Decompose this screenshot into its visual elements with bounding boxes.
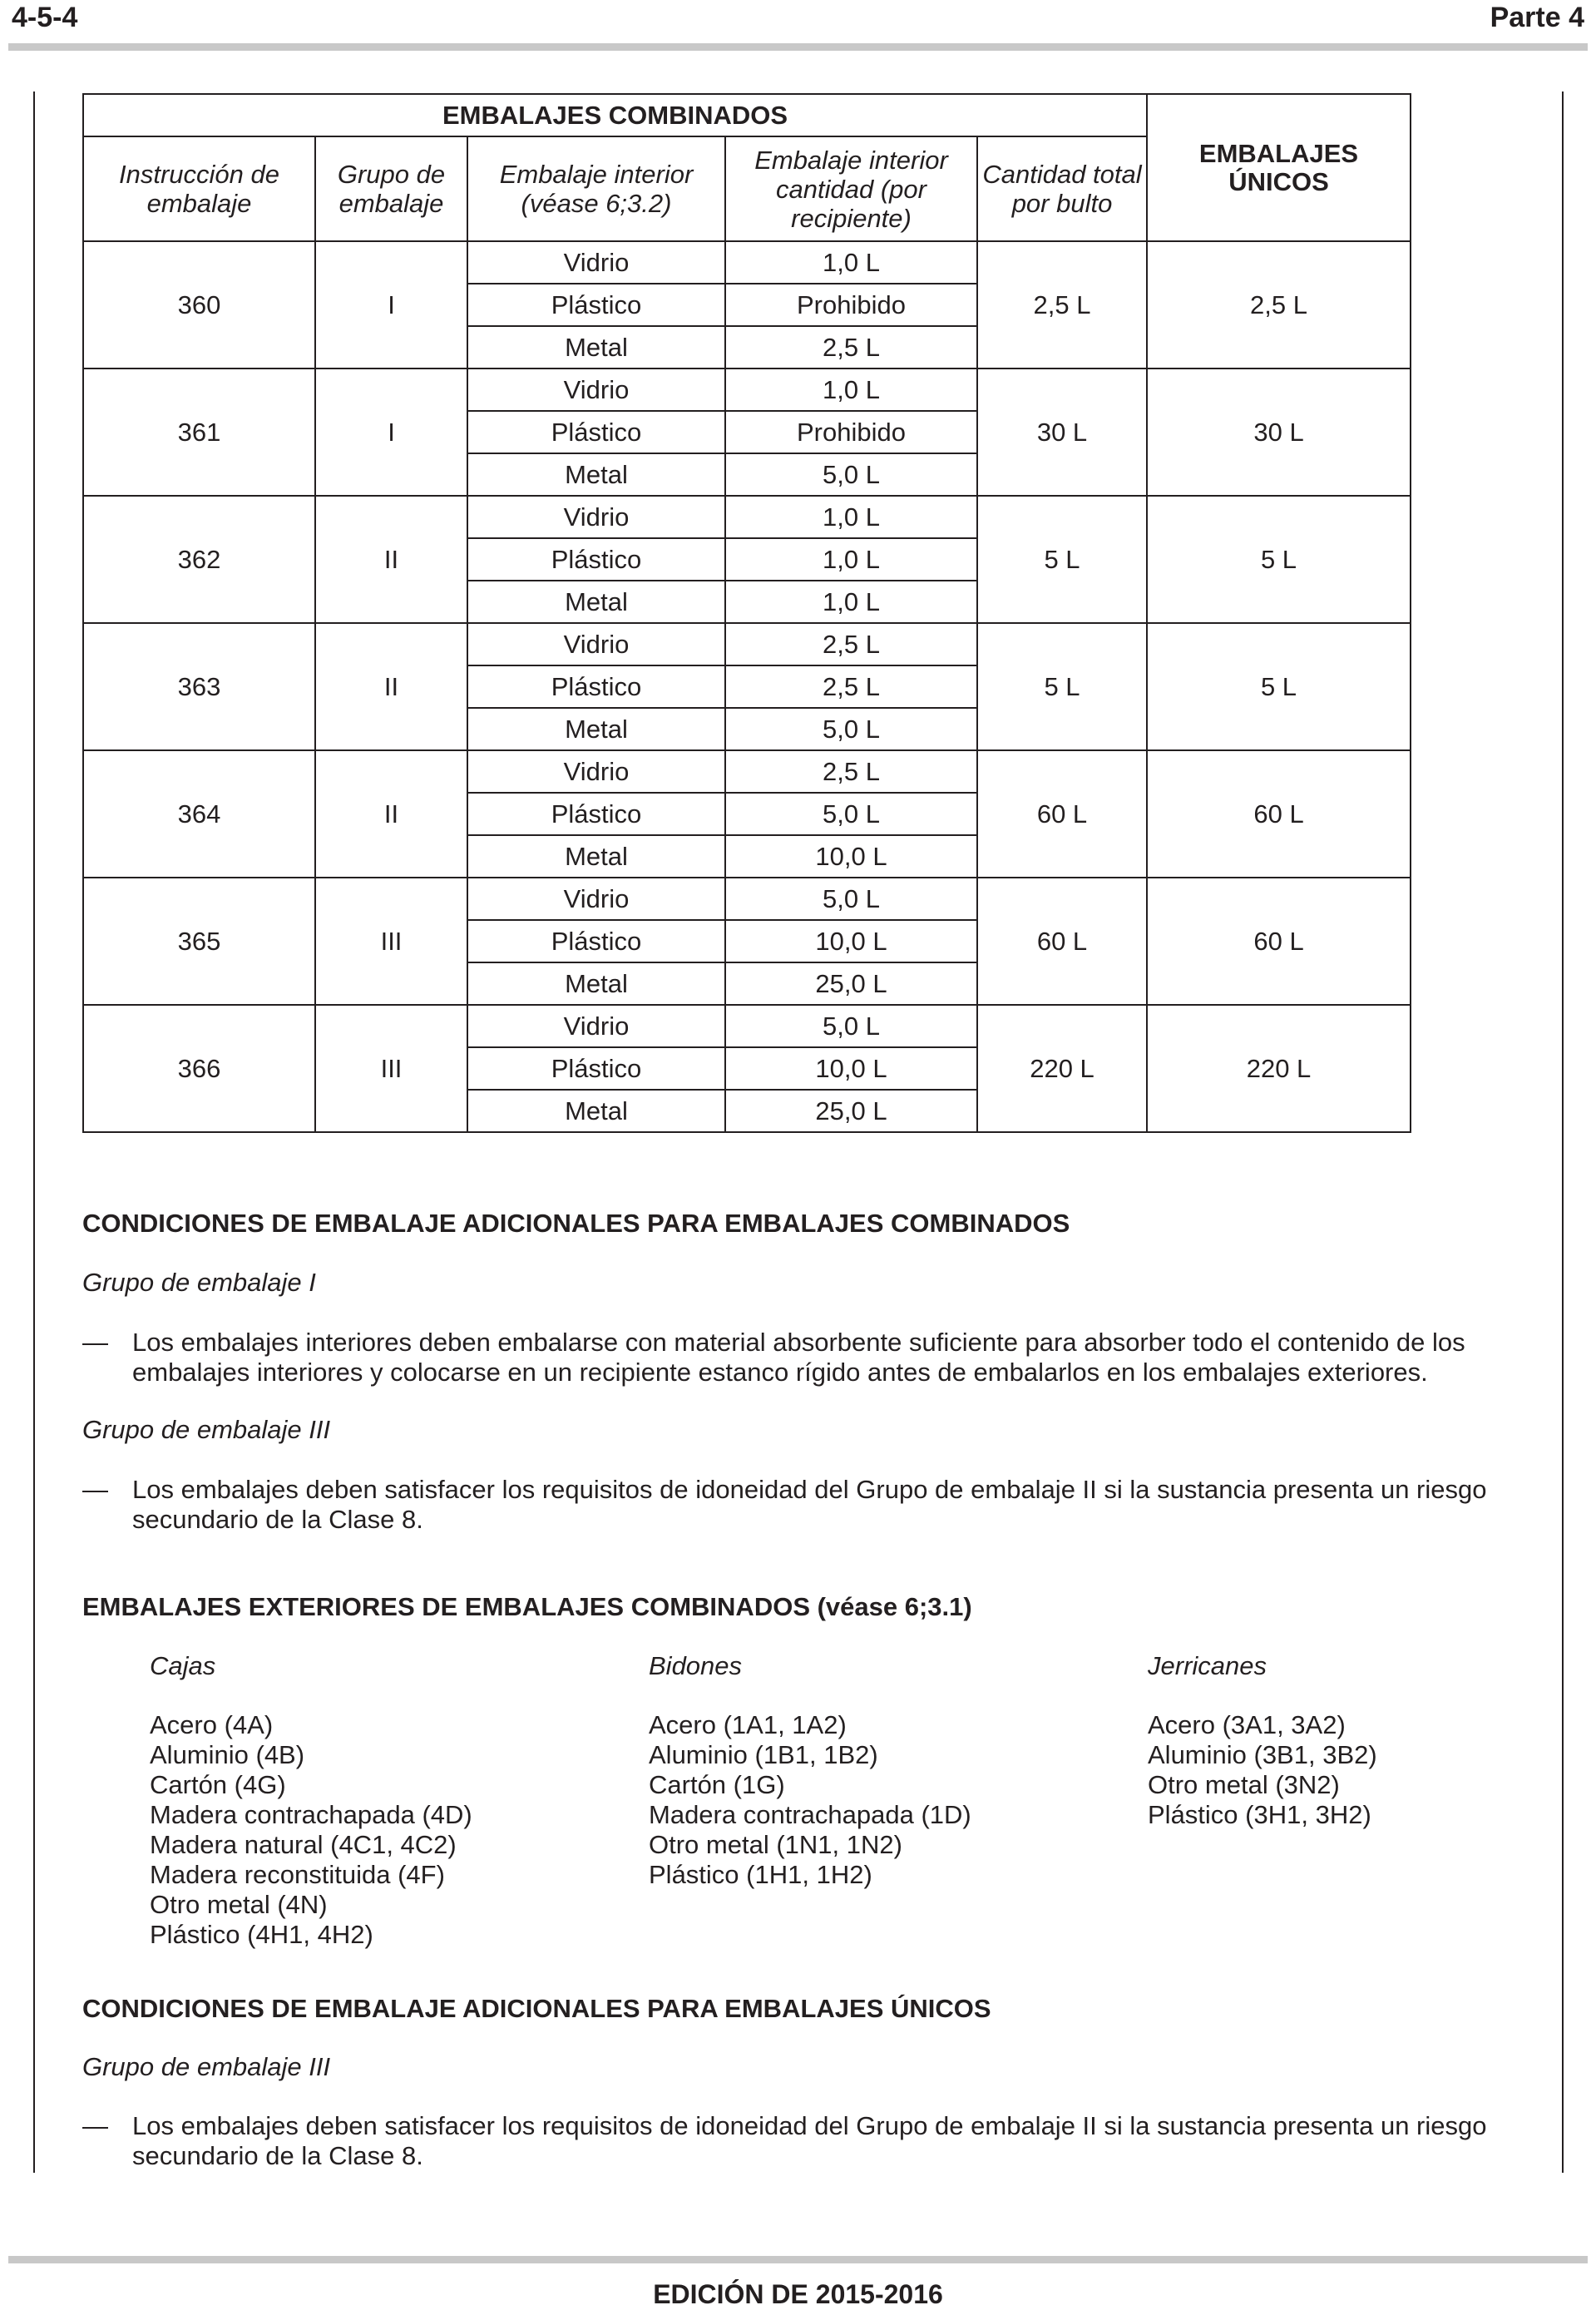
inner-material-cell: Plástico xyxy=(467,793,725,835)
inner-material-cell: Metal xyxy=(467,835,725,878)
outer-column-caption: Jerricanes xyxy=(1148,1651,1267,1680)
inner-quantity-cell: 1,0 L xyxy=(725,581,977,623)
total-quantity-cell: 2,5 L xyxy=(977,241,1147,369)
list-item: Plástico (1H1, 1H2) xyxy=(649,1860,872,1889)
inner-quantity-cell: Prohibido xyxy=(725,411,977,453)
single-conditions-title: CONDICIONES DE EMBALAJE ADICIONALES PARA EMBALAJES ÚNICOS xyxy=(82,1994,991,2023)
inner-quantity-cell: 10,0 L xyxy=(725,1047,977,1090)
inner-quantity-cell: 5,0 L xyxy=(725,453,977,496)
part-label: Parte 4 xyxy=(1490,2,1584,33)
total-quantity-cell: 60 L xyxy=(977,878,1147,1005)
inner-quantity-cell: 1,0 L xyxy=(725,496,977,538)
col-header-group: Grupo de embalaje xyxy=(315,136,467,241)
inner-material-cell: Plástico xyxy=(467,665,725,708)
inner-material-cell: Metal xyxy=(467,1090,725,1132)
total-quantity-cell: 220 L xyxy=(977,1005,1147,1132)
list-item: Cartón (4G) xyxy=(150,1770,286,1799)
inner-quantity-cell: 5,0 L xyxy=(725,708,977,750)
inner-material-cell: Plástico xyxy=(467,1047,725,1090)
instruction-cell: 366 xyxy=(83,1005,315,1132)
inner-material-cell: Vidrio xyxy=(467,241,725,284)
combined-group1-label: Grupo de embalaje I xyxy=(82,1268,316,1297)
total-quantity-cell: 60 L xyxy=(977,750,1147,878)
outer-column-caption: Cajas xyxy=(150,1651,216,1680)
list-item: Madera reconstituida (4F) xyxy=(150,1860,445,1889)
header-rule xyxy=(8,43,1588,51)
inner-quantity-cell: Prohibido xyxy=(725,284,977,326)
outer-packaging-title: EMBALAJES EXTERIORES DE EMBALAJES COMBINADOS (véase 6;3.1) xyxy=(82,1592,972,1621)
list-item: Acero (4A) xyxy=(150,1710,274,1739)
single-packaging-cell: 60 L xyxy=(1147,878,1411,1005)
inner-material-cell: Metal xyxy=(467,581,725,623)
instruction-cell: 361 xyxy=(83,369,315,496)
instruction-cell: 362 xyxy=(83,496,315,623)
dash-marker: — xyxy=(82,1475,108,1504)
inner-quantity-cell: 2,5 L xyxy=(725,326,977,369)
inner-quantity-cell: 2,5 L xyxy=(725,623,977,665)
inner-quantity-cell: 5,0 L xyxy=(725,793,977,835)
single-packaging-cell: 2,5 L xyxy=(1147,241,1411,369)
list-item: Aluminio (4B) xyxy=(150,1740,305,1769)
outer-column-boxes xyxy=(150,1651,472,1950)
list-item: Acero (1A1, 1A2) xyxy=(649,1710,847,1739)
outer-column-jerricans xyxy=(1148,1651,1377,1830)
instruction-cell: 364 xyxy=(83,750,315,878)
inner-material-cell: Vidrio xyxy=(467,750,725,793)
list-item: Otro metal (1N1, 1N2) xyxy=(649,1830,902,1859)
inner-material-cell: Metal xyxy=(467,708,725,750)
inner-quantity-cell: 25,0 L xyxy=(725,1090,977,1132)
inner-material-cell: Metal xyxy=(467,326,725,369)
outer-column-caption: Bidones xyxy=(649,1651,743,1680)
packing-group-cell: III xyxy=(315,878,467,1005)
list-item: Otro metal (4N) xyxy=(150,1890,328,1919)
inner-material-cell: Vidrio xyxy=(467,1005,725,1047)
col-header-instruction: Instrucción de embalaje xyxy=(83,136,315,241)
instruction-cell: 365 xyxy=(83,878,315,1005)
single-group3-text: Los embalajes deben satisfacer los requisitos de idoneidad del Grupo de embalaje II si la sustancia presenta un riesgo secundario de la Clase 8. xyxy=(132,2111,1487,2170)
list-item: Otro metal (3N2) xyxy=(1148,1770,1340,1799)
col-header-inner: Embalaje interior (véase 6;3.2) xyxy=(467,136,725,241)
list-item: Madera contrachapada (4D) xyxy=(150,1800,472,1829)
inner-quantity-cell: 25,0 L xyxy=(725,962,977,1005)
col-header-total: Cantidad total por bulto xyxy=(977,136,1147,241)
dash-marker: — xyxy=(82,2111,108,2140)
list-item: Plástico (4H1, 4H2) xyxy=(150,1920,373,1949)
list-item: Acero (3A1, 3A2) xyxy=(1148,1710,1346,1739)
packing-group-cell: II xyxy=(315,623,467,750)
list-item: Madera contrachapada (1D) xyxy=(649,1800,971,1829)
combined-packaging-header: EMBALAJES COMBINADOS xyxy=(83,94,1147,136)
single-group3-label: Grupo de embalaje III xyxy=(82,2052,331,2081)
single-packaging-cell: 30 L xyxy=(1147,369,1411,496)
outer-column-drums xyxy=(649,1651,971,1890)
inner-material-cell: Vidrio xyxy=(467,369,725,411)
inner-quantity-cell: 1,0 L xyxy=(725,369,977,411)
inner-quantity-cell: 5,0 L xyxy=(725,1005,977,1047)
total-quantity-cell: 5 L xyxy=(977,496,1147,623)
single-packaging-cell: 5 L xyxy=(1147,496,1411,623)
right-margin-bar xyxy=(1562,92,1564,2173)
instruction-cell: 360 xyxy=(83,241,315,369)
packing-group-cell: I xyxy=(315,369,467,496)
col-header-inner-qty: Embalaje interior cantidad (por recipiente) xyxy=(725,136,977,241)
inner-material-cell: Plástico xyxy=(467,411,725,453)
inner-quantity-cell: 1,0 L xyxy=(725,538,977,581)
inner-material-cell: Vidrio xyxy=(467,496,725,538)
single-packaging-cell: 220 L xyxy=(1147,1005,1411,1132)
table-row xyxy=(83,878,1411,920)
inner-material-cell: Plástico xyxy=(467,538,725,581)
list-item: Cartón (1G) xyxy=(649,1770,785,1799)
combined-group3-label: Grupo de embalaje III xyxy=(82,1415,331,1444)
inner-material-cell: Metal xyxy=(467,453,725,496)
footer-rule xyxy=(8,2256,1588,2263)
combined-group3-text: Los embalajes deben satisfacer los requisitos de idoneidad del Grupo de embalaje II si la sustancia presenta un riesgo secundario de la Clase 8. xyxy=(132,1475,1487,1534)
inner-material-cell: Vidrio xyxy=(467,623,725,665)
packing-group-cell: II xyxy=(315,750,467,878)
packing-group-cell: II xyxy=(315,496,467,623)
table-row xyxy=(83,750,1411,793)
list-item: Plástico (3H1, 3H2) xyxy=(1148,1800,1371,1829)
list-item: Aluminio (3B1, 3B2) xyxy=(1148,1740,1377,1769)
dash-marker: — xyxy=(82,1328,108,1357)
total-quantity-cell: 5 L xyxy=(977,623,1147,750)
instruction-cell: 363 xyxy=(83,623,315,750)
packing-group-cell: I xyxy=(315,241,467,369)
edition-footer: EDICIÓN DE 2015-2016 xyxy=(653,2279,943,2309)
single-packaging-cell: 5 L xyxy=(1147,623,1411,750)
inner-material-cell: Plástico xyxy=(467,284,725,326)
inner-quantity-cell: 1,0 L xyxy=(725,241,977,284)
inner-quantity-cell: 10,0 L xyxy=(725,920,977,962)
single-packaging-cell: 60 L xyxy=(1147,750,1411,878)
packing-table xyxy=(82,93,1411,1133)
table-row xyxy=(83,496,1411,538)
inner-quantity-cell: 5,0 L xyxy=(725,878,977,920)
list-item: Madera natural (4C1, 4C2) xyxy=(150,1830,457,1859)
table-row xyxy=(83,623,1411,665)
inner-material-cell: Vidrio xyxy=(467,878,725,920)
inner-material-cell: Plástico xyxy=(467,920,725,962)
table-row xyxy=(83,241,1411,284)
table-row xyxy=(83,369,1411,411)
list-item: Aluminio (1B1, 1B2) xyxy=(649,1740,878,1769)
combined-group1-text: Los embalajes interiores deben embalarse con material absorbente suficiente para absorber todo el contenido de los embalajes interiores y colocarse en un recipiente estanco rígido antes de embalarlos en los embalajes exteriores. xyxy=(132,1328,1465,1387)
single-packaging-header: EMBALAJES ÚNICOS xyxy=(1147,94,1411,241)
inner-quantity-cell: 10,0 L xyxy=(725,835,977,878)
packing-group-cell: III xyxy=(315,1005,467,1132)
table-row xyxy=(83,1005,1411,1047)
combined-conditions-title: CONDICIONES DE EMBALAJE ADICIONALES PARA EMBALAJES COMBINADOS xyxy=(82,1209,1070,1238)
left-margin-bar xyxy=(33,92,35,2173)
inner-material-cell: Metal xyxy=(467,962,725,1005)
total-quantity-cell: 30 L xyxy=(977,369,1147,496)
inner-quantity-cell: 2,5 L xyxy=(725,750,977,793)
inner-quantity-cell: 2,5 L xyxy=(725,665,977,708)
page-number: 4-5-4 xyxy=(12,2,78,33)
